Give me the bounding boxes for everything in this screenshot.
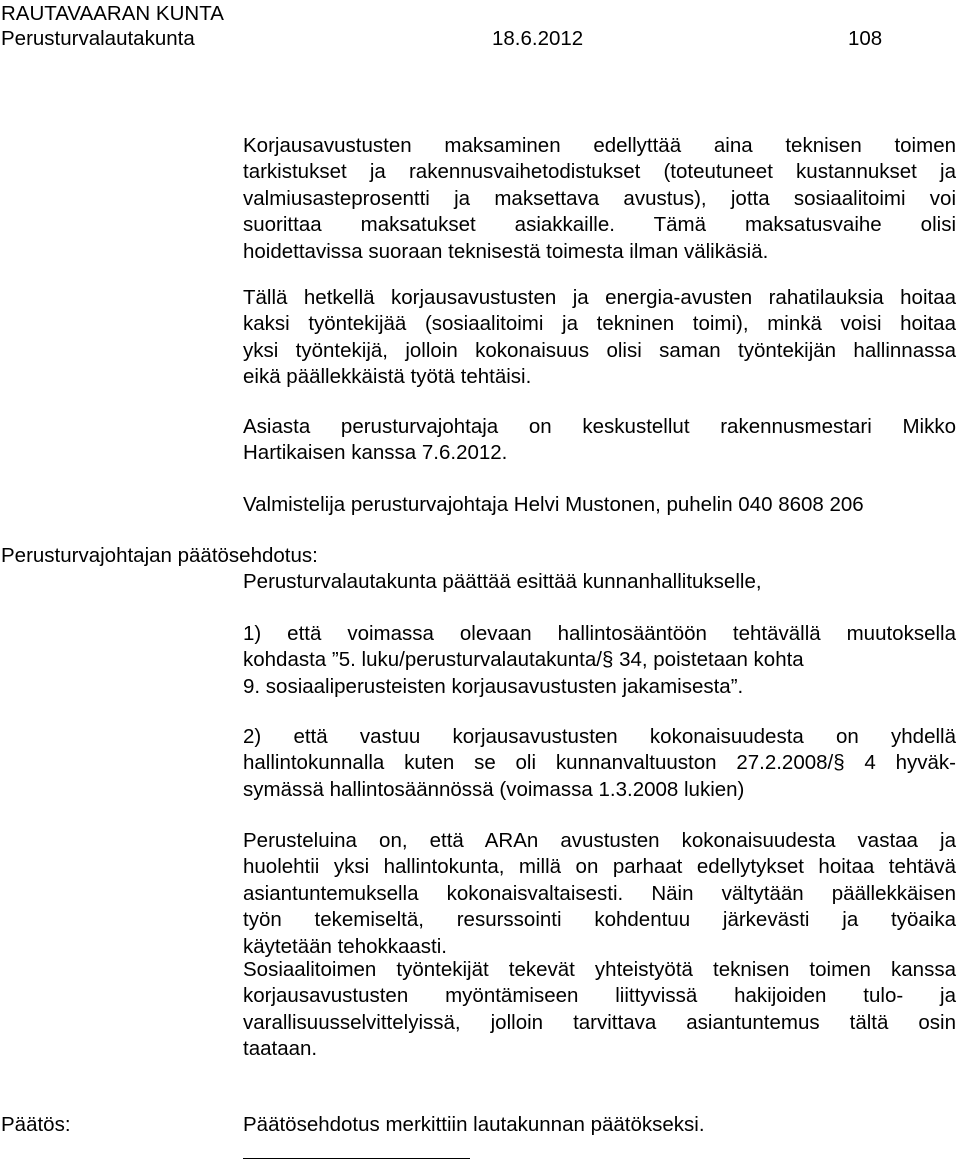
paragraph-discussion xyxy=(243,414,956,467)
text-line: hoidettavissa suoraan teknisestä toimesta ilman välikäsiä. xyxy=(243,239,769,263)
text-line: Valmistelija perusturvajohtaja Helvi Mustonen, puhelin 040 8608 206 xyxy=(243,493,864,516)
paragraph-decision xyxy=(243,1112,956,1138)
text-line: valmiusasteprosentti ja maksettava avustus), jotta sosiaalitoimi voi xyxy=(243,186,956,210)
organization-name: RAUTAVAARAN KUNTA xyxy=(1,2,224,25)
paragraph-cooperation xyxy=(243,957,956,1063)
text-line: eikä päällekkäistä työtä tehtäisi. xyxy=(243,365,532,389)
text-line: käytetään tehokkaasti. xyxy=(243,934,447,958)
text-line: Korjausavustusten maksaminen edellyttää aina teknisen toimen xyxy=(243,134,956,157)
text-line: tarkistukset ja rakennusvaihetodistukset (toteutuneet kustannukset ja xyxy=(243,160,956,184)
text-line: asiantuntemuksella kokonaisvaltaisesti. Näin vältytään päällekkäisen xyxy=(243,881,956,905)
text-line: Sosiaalitoimen työntekijät tekevät yhteistyötä teknisen toimen kanssa xyxy=(243,958,956,981)
text-line: 9. sosiaaliperusteisten korjausavustusten jakamisesta”. xyxy=(243,674,744,698)
paragraph-proposal-item-1 xyxy=(243,621,956,700)
text-line: Perusteluina on, että ARAn avustusten kokonaisuudesta vastaa ja xyxy=(243,829,956,852)
text-line: Asiasta perusturvajohtaja on keskustellut rakennusmestari Mikko xyxy=(243,415,956,438)
text-line: kohdasta ”5. luku/perusturvalautakunta/§ 34, poistetaan kohta xyxy=(243,648,804,672)
text-line: Päätösehdotus merkittiin lautakunnan päätökseksi. xyxy=(243,1113,705,1136)
proposal-label: Perusturvajohtajan päätösehdotus: xyxy=(1,544,318,567)
text-line: suorittaa maksatukset asiakkaille. Tämä maksatusvaihe olisi xyxy=(243,213,956,237)
text-line: Tällä hetkellä korjausavustusten ja energia-avusten rahatilauksia hoitaa xyxy=(243,286,956,309)
page-number: 108 xyxy=(848,27,883,50)
paragraph-preparer xyxy=(243,492,956,518)
text-line: kaksi työntekijää (sosiaalitoimi ja tekninen toimi), minkä voisi hoitaa xyxy=(243,312,956,336)
paragraph-payment-process xyxy=(243,133,956,265)
paragraph-justification xyxy=(243,828,956,960)
decision-label: Päätös: xyxy=(1,1113,71,1136)
meeting-date: 18.6.2012 xyxy=(492,27,584,50)
paragraph-proposal-intro xyxy=(243,569,956,595)
paragraph-proposal-item-2 xyxy=(243,724,956,803)
text-line: työn tekemiseltä, resurssointi kohdentuu järkevästi ja työaika xyxy=(243,908,956,932)
committee-name: Perusturvalautakunta xyxy=(1,27,195,50)
text-line: 1) että voimassa olevaan hallintosääntöön tehtävällä muutoksella xyxy=(243,622,956,645)
text-line: korjausavustusten myöntämiseen liittyvissä hakijoiden tulo- ja xyxy=(243,984,956,1008)
text-line: yksi työntekijä, jolloin kokonaisuus olisi saman työntekijän hallinnassa xyxy=(243,338,956,362)
text-line: symässä hallintosäännössä (voimassa 1.3.2008 lukien) xyxy=(243,777,745,801)
text-line: Hartikaisen kanssa 7.6.2012. xyxy=(243,441,508,465)
text-line: hallintokunnalla kuten se oli kunnanvaltuuston 27.2.2008/§ 4 hyväk- xyxy=(243,751,956,775)
text-line: huolehtii yksi hallintokunta, millä on parhaat edellytykset hoitaa tehtävä xyxy=(243,855,956,879)
text-line: taataan. xyxy=(243,1037,318,1061)
closing-rule xyxy=(243,1158,470,1159)
text-line: 2) että vastuu korjausavustusten kokonaisuudesta on yhdellä xyxy=(243,725,956,748)
text-line: Perusturvalautakunta päättää esittää kunnanhallitukselle, xyxy=(243,570,762,593)
paragraph-current-staffing xyxy=(243,285,956,391)
text-line: varallisuusselvittelyissä, jolloin tarvittava asiantuntemus tältä osin xyxy=(243,1010,956,1034)
